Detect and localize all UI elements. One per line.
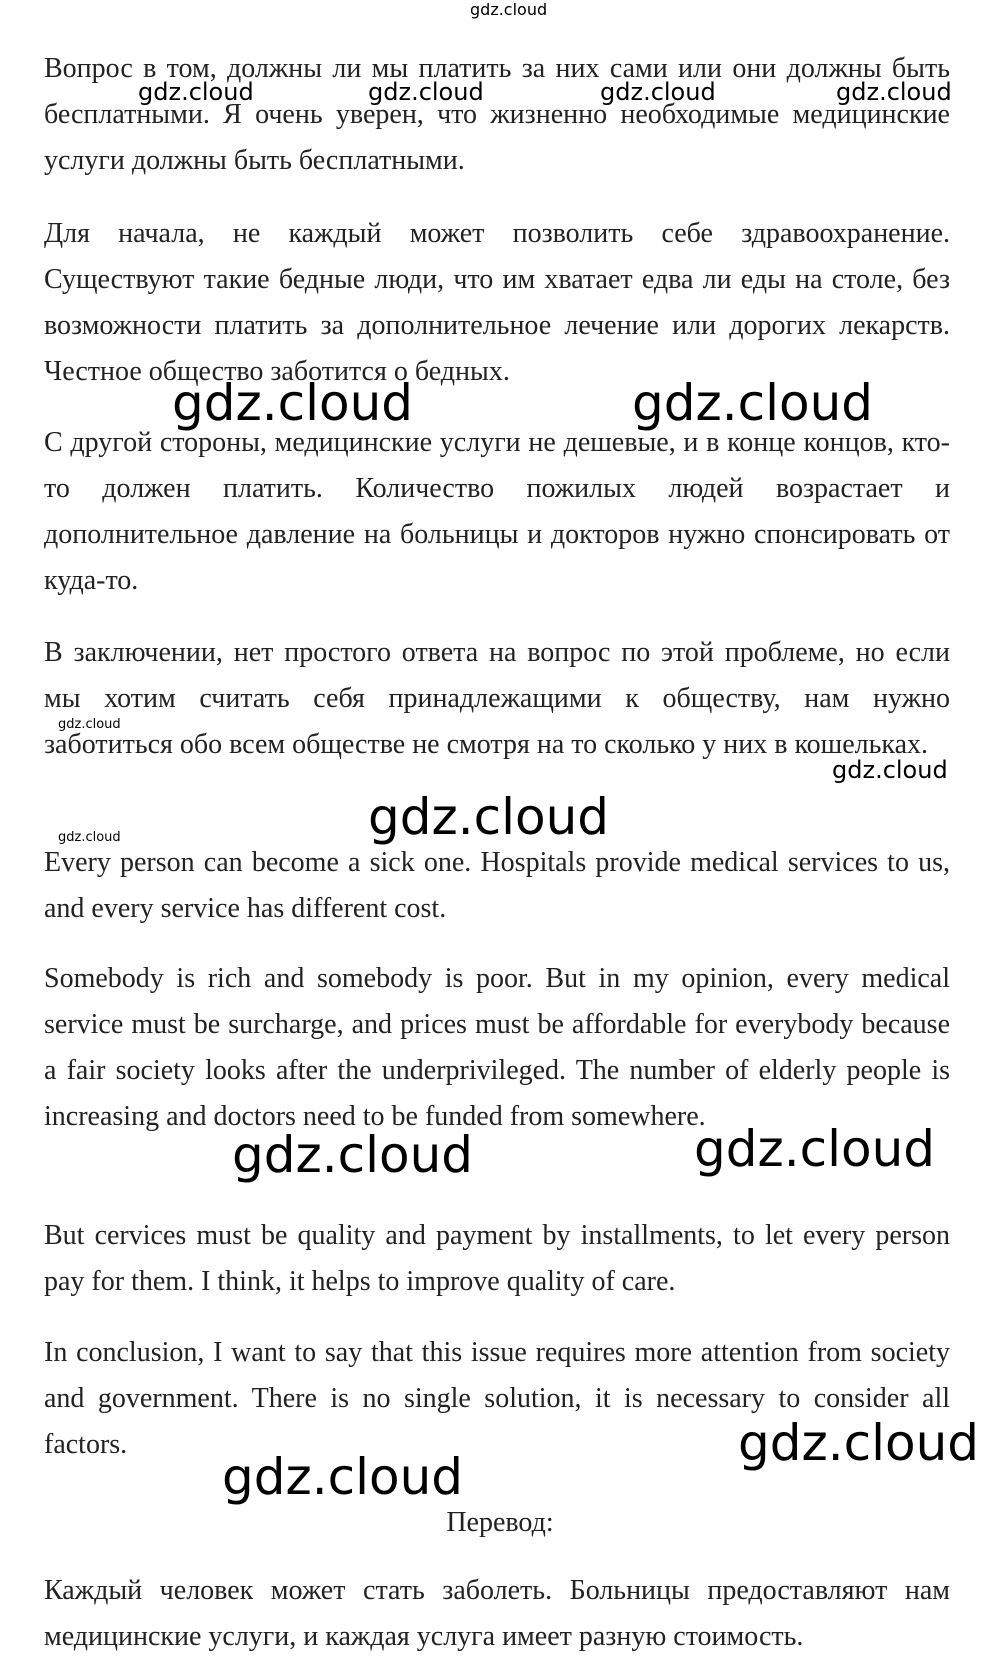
watermark: gdz.cloud <box>738 1414 980 1472</box>
watermark: gdz.cloud <box>600 78 716 106</box>
watermark: gdz.cloud <box>58 717 121 732</box>
watermark: gdz.cloud <box>836 78 952 106</box>
watermark: gdz.cloud <box>232 1126 474 1184</box>
paragraph-ru-1: Вопрос в том, должны ли мы платить за них сами или они должны быть бесплатными. Я очень уверен, что жизненно необходимые медицинские услуги должны быть бесплатными. <box>44 53 950 176</box>
paragraph-ru-3: С другой стороны, медицинские услуги не дешевые, и в конце концов, кто-то должен платить. Количество пожилых людей возрастает и дополнительное давление на больницы и докторов нужно спонсировать от куда-то. <box>44 427 950 596</box>
watermark: gdz.cloud <box>832 756 948 784</box>
paragraph-en-1: Every person can become a sick one. Hospitals provide medical services to us, and every service has different cost. <box>44 847 950 924</box>
paragraph-en-3: But cervices must be quality and payment by installments, to let every person pay for them. I think, it helps to improve quality of care. <box>44 1220 950 1297</box>
watermark: gdz.cloud <box>470 0 548 19</box>
paragraph-ru-2: Для начала, не каждый может позволить себе здравоохранение. Существуют такие бедные люди, что им хватает едва ли еды на столе, без возможности платить за дополнительное лечение или дорогих лекарств. Честное общество заботится о бедных. <box>44 218 950 387</box>
watermark: gdz.cloud <box>694 1120 936 1178</box>
watermark: gdz.cloud <box>222 1448 464 1506</box>
watermark: gdz.cloud <box>138 78 254 106</box>
paragraph-en-2: Somebody is rich and somebody is poor. But in my opinion, every medical service must be surcharge, and prices must be affordable for everybody because a fair society looks after the underprivileged. The number of elderly people is increasing and doctors need to be funded from somewhere. <box>44 963 950 1132</box>
paragraph-ru-5: Каждый человек может стать заболеть. Больницы предоставляют нам медицинские услуги, и каждая услуга имеет разную стоимость. <box>44 1575 950 1652</box>
paragraph-ru-4: В заключении, нет простого ответа на вопрос по этой проблеме, но если мы хотим считать себя принадлежащими к обществу, нам нужно заботиться обо всем обществе не смотря на то сколько у них в кошельках. <box>44 637 950 760</box>
translation-heading: Перевод: <box>446 1507 554 1538</box>
watermark: gdz.cloud <box>368 788 610 846</box>
watermark: gdz.cloud <box>368 78 484 106</box>
paragraph-en-4: In conclusion, I want to say that this issue requires more attention from society and government. There is no single solution, it is necessary to consider all factors. <box>44 1337 950 1460</box>
watermark: gdz.cloud <box>58 830 121 845</box>
watermark: gdz.cloud <box>172 374 414 432</box>
watermark: gdz.cloud <box>632 374 874 432</box>
